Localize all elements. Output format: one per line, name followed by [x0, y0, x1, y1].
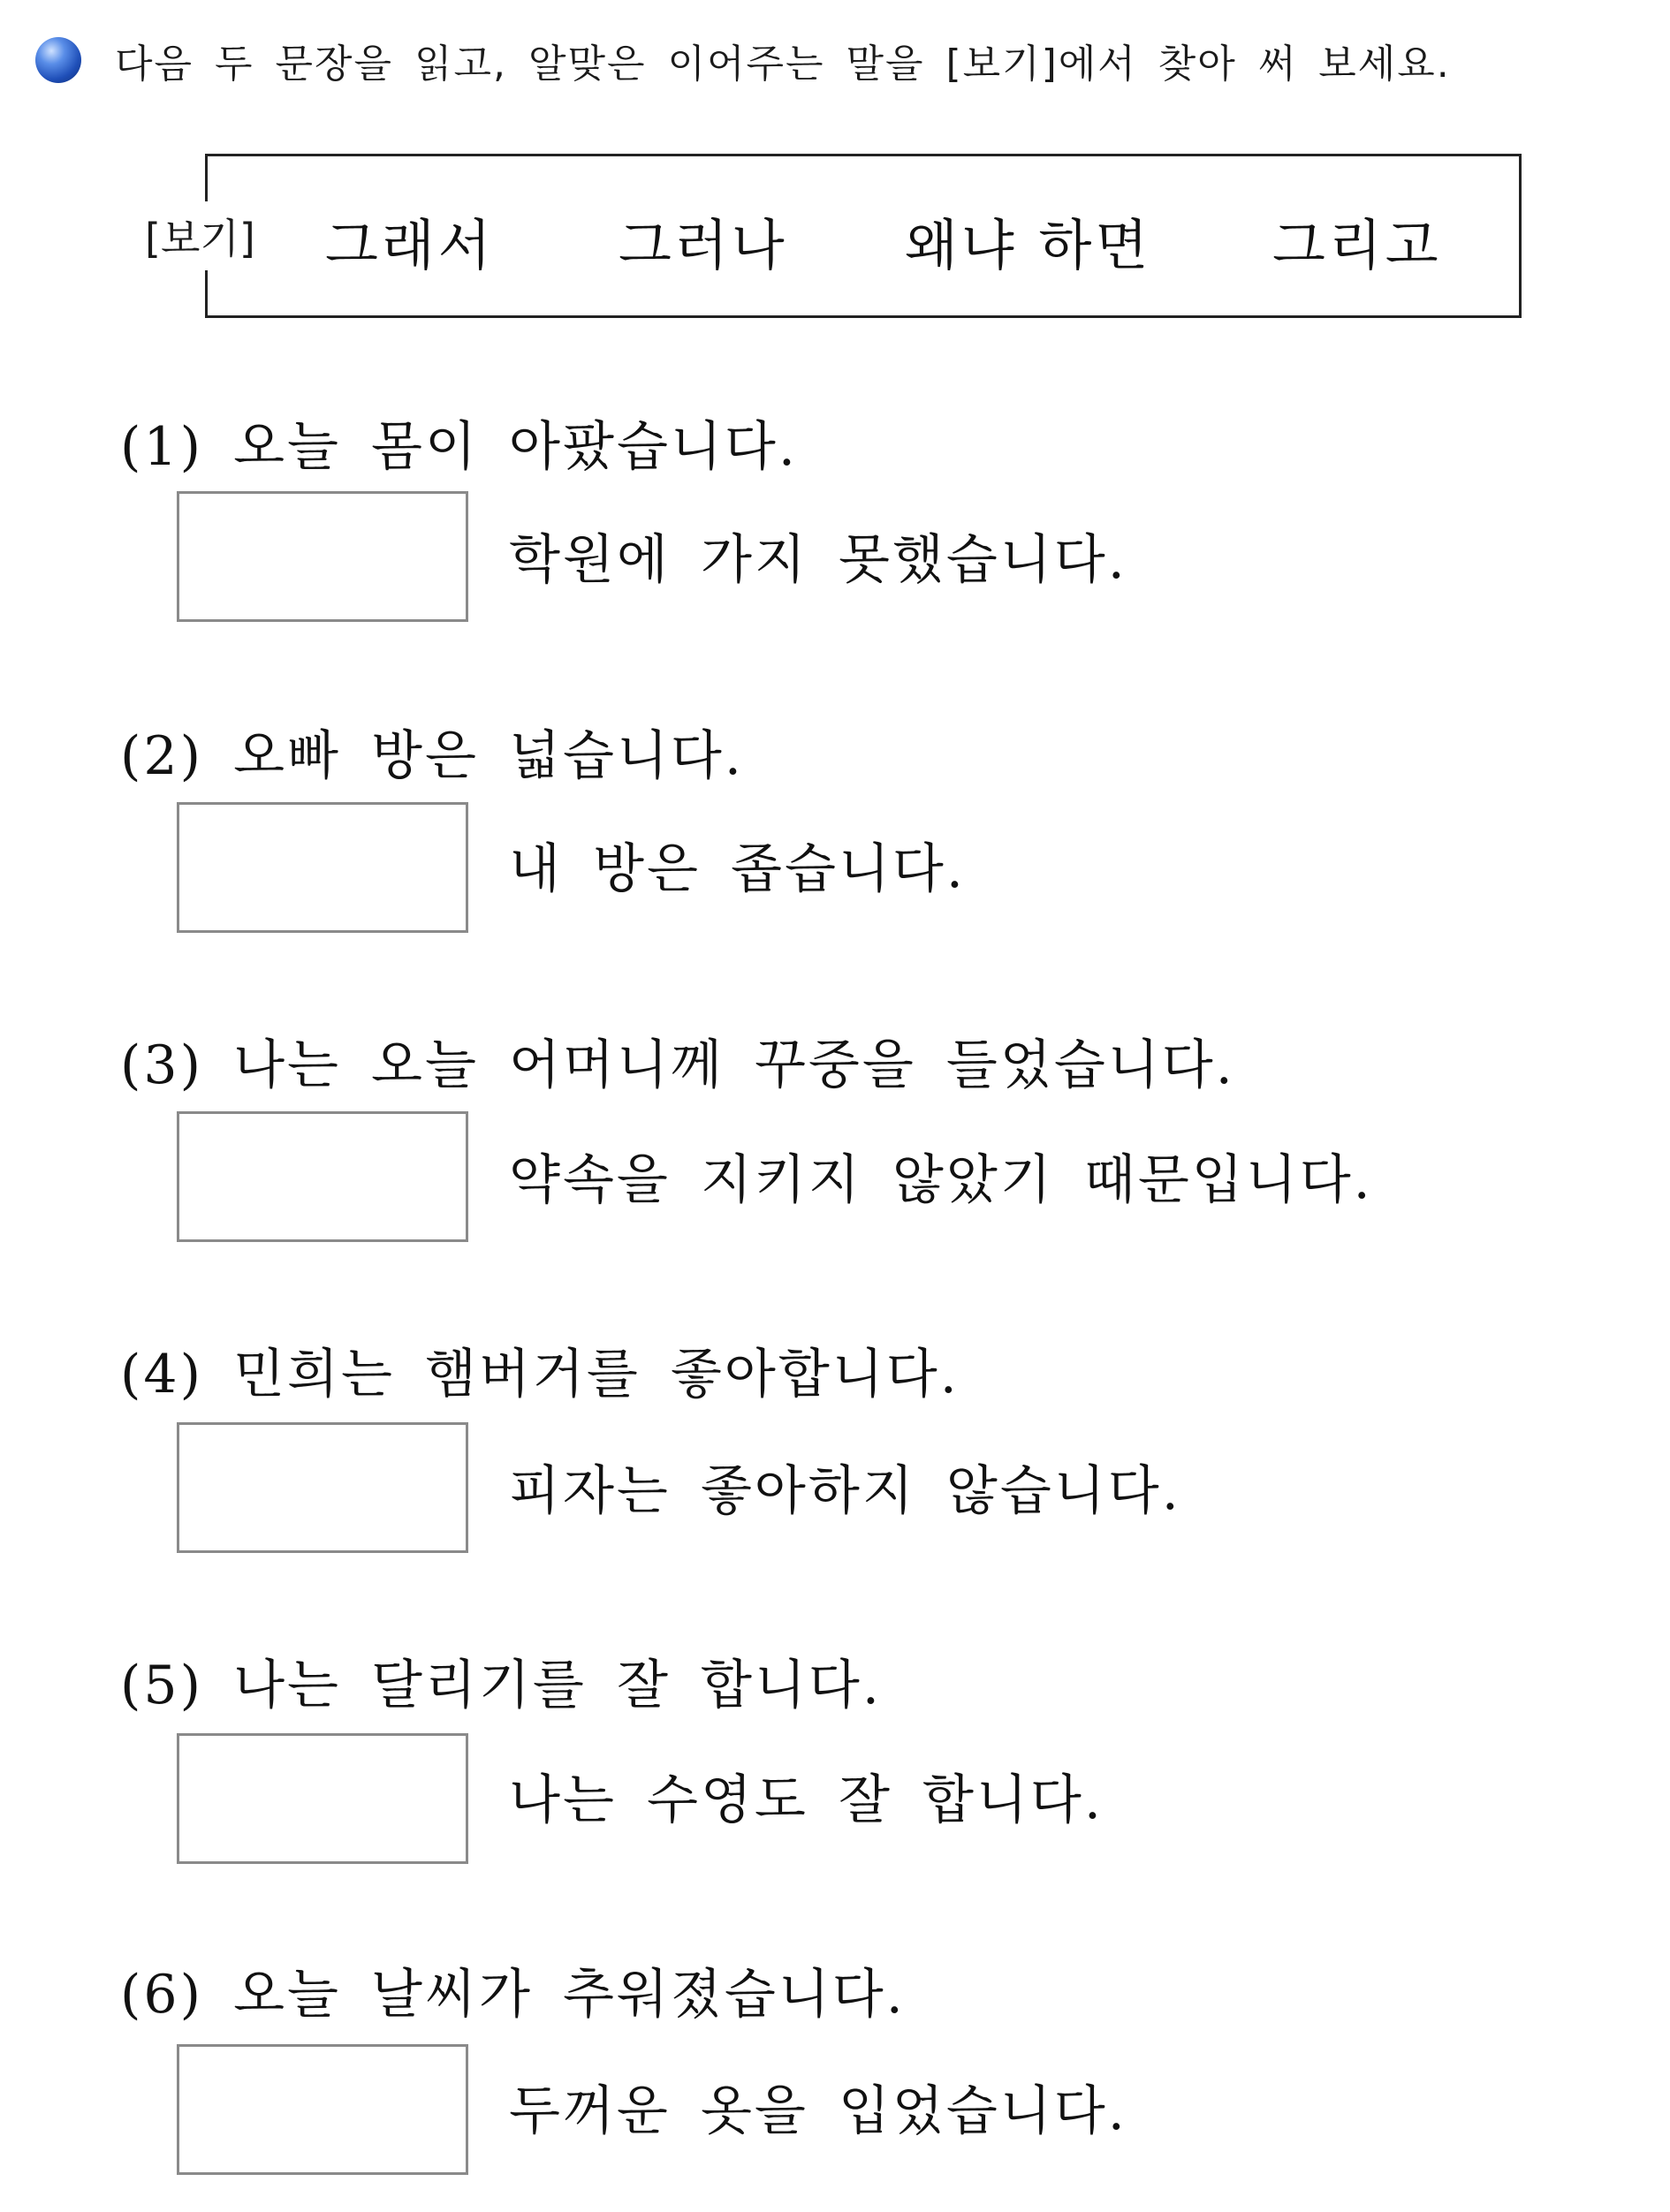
instruction-text: 다음 두 문장을 읽고, 알맞은 이어주는 말을 [보기]에서 찾아 써 보세요.	[115, 42, 1451, 87]
question-1-answer-box[interactable]	[177, 491, 468, 622]
question-6-follow-sentence: 두꺼운 옷을 입었습니다.	[509, 2080, 1127, 2142]
question-4-answer-box[interactable]	[177, 1422, 468, 1553]
example-label: [보기]	[138, 201, 262, 270]
example-word-3: 왜냐 하면	[905, 213, 1152, 277]
question-3-sentence: (3) 나는 오늘 어머니께 꾸중을 들었습니다.	[120, 1034, 1235, 1096]
question-2-follow-sentence: 내 방은 좁습니다.	[509, 838, 966, 900]
question-1-sentence: (1) 오늘 몸이 아팠습니다.	[120, 416, 798, 478]
question-3-follow-sentence: 약속을 지키지 않았기 때문입니다.	[509, 1149, 1373, 1211]
question-2-sentence: (2) 오빠 방은 넓습니다.	[120, 725, 744, 787]
question-1-follow-sentence: 학원에 가지 못했습니다.	[509, 529, 1127, 591]
question-6-sentence: (6) 오늘 날씨가 추워졌습니다.	[120, 1964, 906, 2026]
example-word-2: 그러나	[619, 213, 788, 277]
question-5-follow-sentence: 나는 수영도 잘 합니다.	[509, 1769, 1104, 1831]
question-5-sentence: (5) 나는 달리기를 잘 합니다.	[120, 1655, 882, 1716]
example-word-4: 그리고	[1272, 213, 1442, 277]
question-3-answer-box[interactable]	[177, 1111, 468, 1242]
question-4-follow-sentence: 피자는 좋아하지 않습니다.	[509, 1460, 1181, 1522]
question-4-sentence: (4) 민희는 햄버거를 좋아합니다.	[120, 1344, 960, 1405]
question-5-answer-box[interactable]	[177, 1733, 468, 1864]
question-2-answer-box[interactable]	[177, 802, 468, 933]
example-word-1: 그래서	[325, 213, 495, 277]
question-6-answer-box[interactable]	[177, 2044, 468, 2175]
bullet-icon	[35, 37, 81, 83]
instruction	[35, 32, 1451, 88]
